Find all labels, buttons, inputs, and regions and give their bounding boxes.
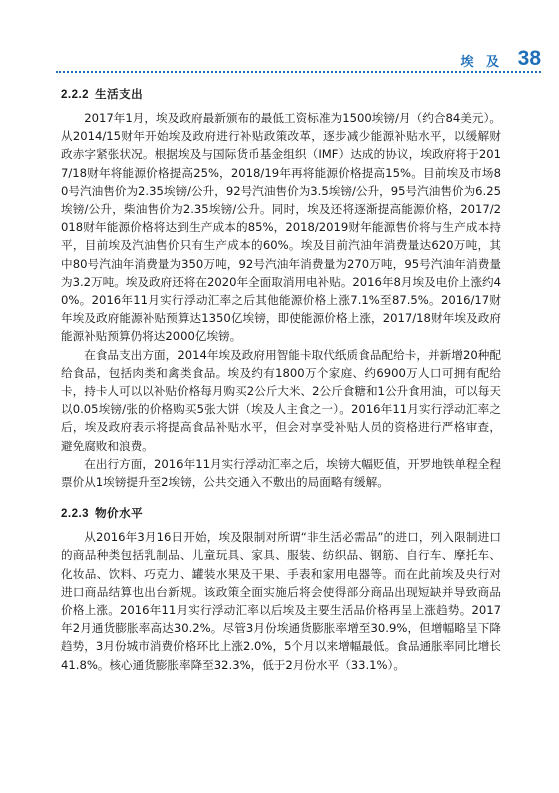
section-title: 物价水平 [95,506,144,521]
paragraph: 从2016年3月16日开始，埃及限制对所谓“非生活必需品”的进口，列入限制进口的商品种类包括乳制品、儿童玩具、家具、服装、纺织品、钢筋、自行车、摩托车、化妆品、饮料、巧克力、罐装水果及干果、手表和家用电器等。而在此前埃及央行对进口商品结算也出台新规。该政策全面实施后将会使得部分商品出现短缺并导致商品价格上涨。2016年11月实行浮动汇率以后埃及主要生活品价格再呈上涨趋势。2017年2月通货膨胀率高达30.2%。尽管3月份埃通货膨胀率增至30.9%，但增幅略呈下降趋势，3月份城市消费价格环比上涨2.0%，5个月以来增幅最低。食品通胀率同比增长41.8%。核心通货膨胀率降至32.3%，低于2月份水平（33.1%）。 [61,530,501,672]
paragraph: 在食品支出方面，2014年埃及政府用智能卡取代纸质食品配给卡，并新增20种配给食品，包括肉类和禽类食品。埃及约有1800万个家庭、约6900万人口可拥有配给卡，持卡人可以以补贴价格每月购买2公斤大米、2公斤食糖和1公升食用油，可以每天以0.05埃镑/张的价格购买5张大饼（埃及人主食之一）。2016年11月实行浮动汇率之后，埃及政府表示将提高食品补贴水平，但会对享受补贴人员的资格进行严格审查，避免腐败和浪费。 [61,347,501,453]
section-title: 生活支出 [95,87,144,101]
header-divider [56,71,541,73]
page-header [0,0,559,86]
page-number: 38 [517,47,541,70]
section-number: 2.2.2 [61,89,90,101]
section-heading-living-expenses [61,84,501,105]
section-heading-price-level [61,503,501,524]
chapter-title: 埃 及 [460,55,503,70]
paragraph: 在出行方面，2016年11月实行浮动汇率之后，埃镑大幅贬值，开罗地铁单程全程票价从1埃镑提升至2埃镑，公共交通入不敷出的局面略有缓解。 [61,456,501,490]
document-body [61,84,501,674]
section-gap [61,491,501,503]
paragraph: 2017年1月，埃及政府最新颁布的最低工资标准为1500埃镑/月（约合84美元）。从2014/15财年开始埃及政府进行补贴政策改革，逐步减少能源补贴水平，以缓解财政赤字紧张状况。根据埃及与国际货币基金组织（IMF）达成的协议，埃政府将于2017/18财年将能源价格提高25%，2018/19年再将能源价格提高15%。目前埃及市场80号汽油售价为2.35埃镑/公升，92号汽油售价为3.5埃镑/公升，95号汽油售价为6.25埃镑/公升，柴油售价为2.35埃镑/公升。同时，埃及还将逐渐提高能源价格，2017/2018财年能源价格将达到生产成本的85%，2018/2019财年能源售价将与生产成本持平，目前埃及汽油售价只有生产成本的60%。埃及目前汽油年消费量达620万吨，其中80号汽油年消费量为350万吨，92号汽油年消费量为270万吨，95号汽油年消费量为3.2万吨。埃及政府还将在2020年全面取消用电补贴。2016年8月埃及电价上涨约40%。2016年11月实行浮动汇率之后其他能源价格上涨7.1%至87.5%。2016/17财年埃及政府能源补贴预算达1350亿埃镑，即使能源价格上涨，2017/18财年埃及政府能源补贴预算仍将达2000亿埃镑。 [61,111,502,344]
section-number: 2.2.3 [61,508,90,521]
